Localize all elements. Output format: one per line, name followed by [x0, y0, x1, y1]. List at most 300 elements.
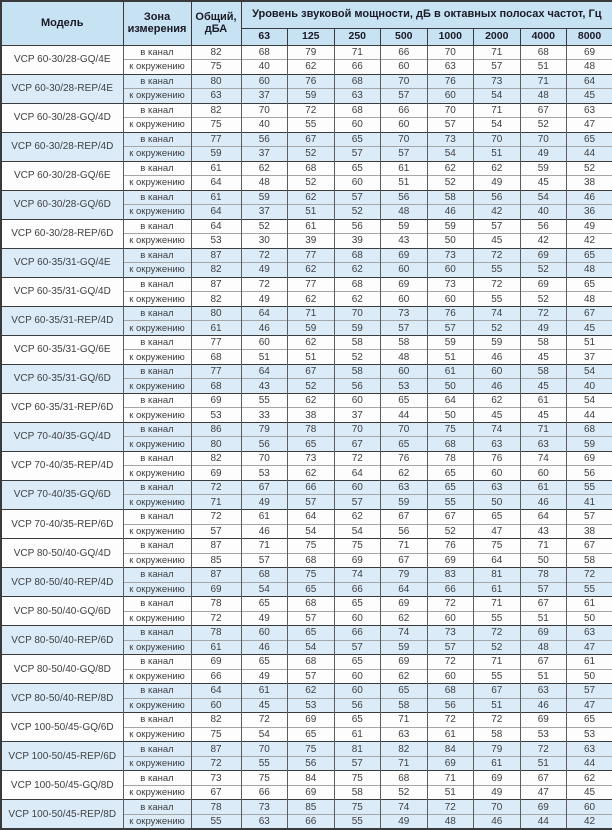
value-cell: 51	[520, 60, 567, 75]
value-cell: 50	[567, 669, 612, 684]
value-cell: 75	[191, 727, 241, 742]
model-name: VCP 60-30/28-GQ/4E	[1, 45, 123, 74]
zone-label: в канал	[123, 190, 191, 205]
value-cell: 62	[241, 161, 288, 176]
value-cell: 62	[334, 510, 381, 525]
value-cell: 57	[381, 89, 428, 104]
value-cell: 62	[288, 466, 335, 481]
value-cell: 60	[241, 626, 288, 641]
value-cell: 67	[288, 364, 335, 379]
value-cell: 57	[334, 495, 381, 510]
value-cell: 52	[567, 161, 612, 176]
value-cell: 49	[241, 669, 288, 684]
value-cell: 53	[520, 727, 567, 742]
value-cell: 54	[474, 89, 521, 104]
value-cell: 69	[520, 713, 567, 728]
value-cell: 83	[427, 568, 474, 583]
value-cell: 60	[427, 669, 474, 684]
zone-label: к окружению	[123, 350, 191, 365]
zone-label: в канал	[123, 335, 191, 350]
zone-label: в канал	[123, 422, 191, 437]
header-freq-8000: 8000	[567, 28, 612, 45]
value-cell: 63	[567, 626, 612, 641]
value-cell: 48	[381, 205, 428, 220]
value-cell: 72	[191, 756, 241, 771]
value-cell: 69	[381, 597, 428, 612]
value-cell: 72	[241, 248, 288, 263]
model-name: VCP 60-35/31-GQ/4E	[1, 248, 123, 277]
value-cell: 55	[427, 495, 474, 510]
zone-label: в канал	[123, 103, 191, 118]
value-cell: 69	[520, 800, 567, 815]
value-cell: 45	[520, 408, 567, 423]
value-cell: 57	[334, 756, 381, 771]
value-cell: 37	[567, 350, 612, 365]
table-row-duct	[1, 800, 612, 815]
zone-label: в канал	[123, 364, 191, 379]
value-cell: 63	[474, 480, 521, 495]
value-cell: 61	[427, 364, 474, 379]
value-cell: 64	[288, 510, 335, 525]
value-cell: 61	[241, 510, 288, 525]
value-cell: 51	[474, 698, 521, 713]
value-cell: 61	[427, 727, 474, 742]
value-cell: 37	[334, 408, 381, 423]
value-cell: 64	[191, 176, 241, 191]
value-cell: 81	[334, 742, 381, 757]
value-cell: 38	[288, 408, 335, 423]
value-cell: 75	[191, 118, 241, 133]
value-cell: 67	[520, 597, 567, 612]
value-cell: 72	[427, 800, 474, 815]
value-cell: 72	[567, 568, 612, 583]
value-cell: 45	[567, 89, 612, 104]
zone-label: в канал	[123, 277, 191, 292]
value-cell: 70	[381, 422, 428, 437]
value-cell: 52	[474, 321, 521, 336]
value-cell: 72	[427, 597, 474, 612]
table-row-duct	[1, 277, 612, 292]
value-cell: 61	[191, 321, 241, 336]
value-cell: 63	[334, 89, 381, 104]
value-cell: 67	[520, 771, 567, 786]
value-cell: 50	[427, 408, 474, 423]
value-cell: 72	[474, 713, 521, 728]
value-cell: 77	[288, 248, 335, 263]
value-cell: 72	[241, 277, 288, 292]
header-freq-4000: 4000	[520, 28, 567, 45]
value-cell: 60	[427, 611, 474, 626]
value-cell: 65	[427, 480, 474, 495]
value-cell: 62	[474, 161, 521, 176]
value-cell: 56	[567, 466, 612, 481]
value-cell: 80	[191, 74, 241, 89]
value-cell: 49	[241, 263, 288, 278]
value-cell: 51	[381, 176, 428, 191]
zone-label: в канал	[123, 568, 191, 583]
model-name: VCP 80-50/40-GQ/6D	[1, 597, 123, 626]
value-cell: 73	[381, 306, 428, 321]
value-cell: 42	[567, 814, 612, 829]
value-cell: 47	[567, 118, 612, 133]
value-cell: 64	[567, 74, 612, 89]
value-cell: 71	[474, 103, 521, 118]
value-cell: 46	[474, 379, 521, 394]
zone-label: к окружению	[123, 379, 191, 394]
value-cell: 78	[191, 626, 241, 641]
value-cell: 51	[241, 350, 288, 365]
zone-label: к окружению	[123, 147, 191, 162]
value-cell: 56	[334, 219, 381, 234]
value-cell: 45	[567, 785, 612, 800]
zone-label: к окружению	[123, 582, 191, 597]
value-cell: 66	[381, 103, 428, 118]
zone-label: в канал	[123, 684, 191, 699]
value-cell: 74	[474, 422, 521, 437]
value-cell: 57	[567, 510, 612, 525]
zone-label: к окружению	[123, 118, 191, 133]
value-cell: 63	[427, 60, 474, 75]
value-cell: 71	[474, 45, 521, 60]
value-cell: 75	[241, 771, 288, 786]
value-cell: 62	[288, 263, 335, 278]
model-name: VCP 60-30/28-GQ/6E	[1, 161, 123, 190]
zone-label: в канал	[123, 248, 191, 263]
value-cell: 60	[474, 364, 521, 379]
value-cell: 67	[474, 684, 521, 699]
value-cell: 55	[334, 814, 381, 829]
value-cell: 54	[288, 640, 335, 655]
value-cell: 45	[567, 321, 612, 336]
value-cell: 48	[567, 60, 612, 75]
header-freq-500: 500	[381, 28, 428, 45]
value-cell: 58	[381, 698, 428, 713]
value-cell: 46	[241, 640, 288, 655]
value-cell: 60	[381, 263, 428, 278]
value-cell: 49	[474, 176, 521, 191]
value-cell: 55	[567, 480, 612, 495]
zone-label: к окружению	[123, 611, 191, 626]
table-row-duct	[1, 655, 612, 670]
value-cell: 54	[334, 524, 381, 539]
table-row-duct	[1, 364, 612, 379]
value-cell: 80	[191, 306, 241, 321]
value-cell: 52	[381, 785, 428, 800]
value-cell: 57	[241, 553, 288, 568]
value-cell: 71	[381, 713, 428, 728]
value-cell: 57	[427, 118, 474, 133]
value-cell: 65	[334, 161, 381, 176]
value-cell: 55	[474, 669, 521, 684]
value-cell: 48	[381, 350, 428, 365]
model-name: VCP 60-30/28-REP/4D	[1, 132, 123, 161]
value-cell: 68	[191, 379, 241, 394]
zone-label: в канал	[123, 713, 191, 728]
value-cell: 65	[427, 466, 474, 481]
value-cell: 39	[288, 234, 335, 249]
value-cell: 65	[334, 597, 381, 612]
value-cell: 40	[567, 379, 612, 394]
zone-label: в канал	[123, 161, 191, 176]
value-cell: 53	[288, 698, 335, 713]
value-cell: 78	[288, 422, 335, 437]
value-cell: 51	[567, 335, 612, 350]
value-cell: 82	[381, 742, 428, 757]
value-cell: 46	[241, 321, 288, 336]
value-cell: 65	[381, 684, 428, 699]
value-cell: 58	[381, 335, 428, 350]
value-cell: 54	[567, 393, 612, 408]
value-cell: 61	[474, 756, 521, 771]
value-cell: 30	[241, 234, 288, 249]
value-cell: 78	[191, 597, 241, 612]
value-cell: 65	[381, 393, 428, 408]
value-cell: 71	[520, 422, 567, 437]
value-cell: 51	[520, 611, 567, 626]
value-cell: 55	[241, 393, 288, 408]
value-cell: 62	[381, 611, 428, 626]
table-row-duct	[1, 422, 612, 437]
value-cell: 59	[191, 147, 241, 162]
value-cell: 75	[334, 800, 381, 815]
value-cell: 53	[191, 234, 241, 249]
value-cell: 57	[288, 495, 335, 510]
model-name: VCP 100-50/45-GQ/8D	[1, 771, 123, 800]
value-cell: 69	[474, 771, 521, 786]
value-cell: 57	[381, 147, 428, 162]
value-cell: 65	[288, 582, 335, 597]
value-cell: 45	[474, 408, 521, 423]
header-freq-2000: 2000	[474, 28, 521, 45]
value-cell: 52	[334, 350, 381, 365]
value-cell: 76	[427, 306, 474, 321]
value-cell: 60	[427, 89, 474, 104]
value-cell: 77	[191, 335, 241, 350]
zone-label: в канал	[123, 393, 191, 408]
value-cell: 75	[288, 742, 335, 757]
value-cell: 48	[567, 292, 612, 307]
value-cell: 56	[334, 379, 381, 394]
value-cell: 64	[191, 684, 241, 699]
zone-label: к окружению	[123, 263, 191, 278]
value-cell: 62	[288, 60, 335, 75]
value-cell: 69	[381, 655, 428, 670]
value-cell: 72	[520, 742, 567, 757]
value-cell: 49	[241, 611, 288, 626]
value-cell: 49	[241, 495, 288, 510]
value-cell: 49	[241, 292, 288, 307]
value-cell: 64	[334, 466, 381, 481]
value-cell: 70	[241, 103, 288, 118]
value-cell: 69	[567, 451, 612, 466]
value-cell: 61	[520, 480, 567, 495]
value-cell: 65	[241, 597, 288, 612]
value-cell: 47	[474, 524, 521, 539]
value-cell: 76	[474, 451, 521, 466]
value-cell: 73	[427, 132, 474, 147]
zone-label: к окружению	[123, 292, 191, 307]
value-cell: 66	[241, 785, 288, 800]
value-cell: 51	[288, 205, 335, 220]
value-cell: 73	[427, 277, 474, 292]
value-cell: 67	[520, 103, 567, 118]
value-cell: 61	[191, 190, 241, 205]
value-cell: 69	[427, 553, 474, 568]
value-cell: 48	[241, 176, 288, 191]
table-row-duct	[1, 771, 612, 786]
value-cell: 67	[191, 785, 241, 800]
value-cell: 68	[334, 277, 381, 292]
value-cell: 59	[567, 437, 612, 452]
value-cell: 70	[427, 103, 474, 118]
model-name: VCP 70-40/35-REP/4D	[1, 451, 123, 480]
value-cell: 45	[520, 350, 567, 365]
value-cell: 60	[474, 466, 521, 481]
header-band-title: Уровень звуковой мощности, дБ в октавных полосах частот, Гц	[241, 1, 612, 28]
value-cell: 38	[567, 524, 612, 539]
zone-label: к окружению	[123, 756, 191, 771]
value-cell: 51	[427, 350, 474, 365]
value-cell: 78	[191, 800, 241, 815]
table-row-duct	[1, 161, 612, 176]
zone-label: в канал	[123, 480, 191, 495]
value-cell: 63	[241, 814, 288, 829]
value-cell: 50	[427, 234, 474, 249]
value-cell: 63	[191, 89, 241, 104]
value-cell: 62	[288, 190, 335, 205]
value-cell: 48	[427, 814, 474, 829]
model-name: VCP 60-35/31-GQ/6E	[1, 335, 123, 364]
value-cell: 70	[381, 132, 428, 147]
value-cell: 41	[567, 495, 612, 510]
value-cell: 53	[241, 466, 288, 481]
value-cell: 64	[520, 510, 567, 525]
value-cell: 60	[427, 263, 474, 278]
value-cell: 75	[288, 539, 335, 554]
value-cell: 84	[427, 742, 474, 757]
value-cell: 55	[474, 263, 521, 278]
value-cell: 85	[288, 800, 335, 815]
value-cell: 68	[241, 45, 288, 60]
value-cell: 50	[474, 495, 521, 510]
zone-label: в канал	[123, 219, 191, 234]
value-cell: 68	[381, 771, 428, 786]
table-header	[1, 1, 612, 45]
value-cell: 66	[191, 669, 241, 684]
value-cell: 63	[474, 437, 521, 452]
zone-label: в канал	[123, 626, 191, 641]
value-cell: 60	[241, 335, 288, 350]
value-cell: 82	[191, 451, 241, 466]
value-cell: 65	[241, 655, 288, 670]
value-cell: 51	[427, 785, 474, 800]
value-cell: 69	[381, 248, 428, 263]
value-cell: 52	[474, 640, 521, 655]
value-cell: 74	[520, 451, 567, 466]
value-cell: 66	[427, 582, 474, 597]
value-cell: 73	[427, 626, 474, 641]
model-name: VCP 60-30/28-GQ/4D	[1, 103, 123, 132]
value-cell: 69	[191, 655, 241, 670]
value-cell: 51	[520, 756, 567, 771]
value-cell: 61	[567, 655, 612, 670]
value-cell: 75	[334, 771, 381, 786]
table-row-duct	[1, 684, 612, 699]
value-cell: 79	[381, 568, 428, 583]
value-cell: 65	[567, 248, 612, 263]
value-cell: 72	[474, 248, 521, 263]
value-cell: 37	[241, 147, 288, 162]
value-cell: 49	[520, 147, 567, 162]
value-cell: 57	[474, 219, 521, 234]
value-cell: 63	[520, 437, 567, 452]
value-cell: 65	[334, 713, 381, 728]
value-cell: 56	[427, 698, 474, 713]
value-cell: 55	[288, 118, 335, 133]
value-cell: 70	[334, 422, 381, 437]
value-cell: 55	[241, 756, 288, 771]
value-cell: 72	[191, 510, 241, 525]
value-cell: 61	[191, 640, 241, 655]
value-cell: 70	[427, 45, 474, 60]
zone-label: к окружению	[123, 205, 191, 220]
value-cell: 37	[241, 205, 288, 220]
value-cell: 68	[427, 437, 474, 452]
value-cell: 47	[520, 785, 567, 800]
value-cell: 54	[241, 582, 288, 597]
value-cell: 58	[334, 335, 381, 350]
value-cell: 84	[288, 771, 335, 786]
value-cell: 40	[241, 118, 288, 133]
value-cell: 82	[191, 713, 241, 728]
value-cell: 56	[241, 437, 288, 452]
model-name: VCP 80-50/40-REP/8D	[1, 684, 123, 713]
value-cell: 49	[520, 321, 567, 336]
value-cell: 71	[474, 597, 521, 612]
value-cell: 42	[474, 205, 521, 220]
table-row-duct	[1, 190, 612, 205]
value-cell: 65	[567, 277, 612, 292]
value-cell: 72	[191, 480, 241, 495]
model-name: VCP 60-35/31-GQ/6D	[1, 364, 123, 393]
value-cell: 52	[520, 292, 567, 307]
value-cell: 61	[381, 161, 428, 176]
model-name: VCP 60-35/31-GQ/4D	[1, 277, 123, 306]
zone-label: в канал	[123, 45, 191, 60]
value-cell: 68	[288, 553, 335, 568]
table-row-duct	[1, 306, 612, 321]
value-cell: 68	[334, 248, 381, 263]
table-row-duct	[1, 510, 612, 525]
value-cell: 72	[191, 611, 241, 626]
value-cell: 85	[191, 553, 241, 568]
value-cell: 77	[191, 132, 241, 147]
value-cell: 55	[191, 814, 241, 829]
value-cell: 65	[288, 626, 335, 641]
table-row-duct	[1, 597, 612, 612]
value-cell: 59	[474, 335, 521, 350]
table-row-duct	[1, 335, 612, 350]
value-cell: 80	[191, 437, 241, 452]
value-cell: 62	[334, 263, 381, 278]
value-cell: 57	[427, 640, 474, 655]
value-cell: 86	[191, 422, 241, 437]
value-cell: 65	[567, 713, 612, 728]
value-cell: 33	[241, 408, 288, 423]
model-name: VCP 70-40/35-GQ/4D	[1, 422, 123, 451]
value-cell: 70	[520, 132, 567, 147]
value-cell: 70	[381, 74, 428, 89]
